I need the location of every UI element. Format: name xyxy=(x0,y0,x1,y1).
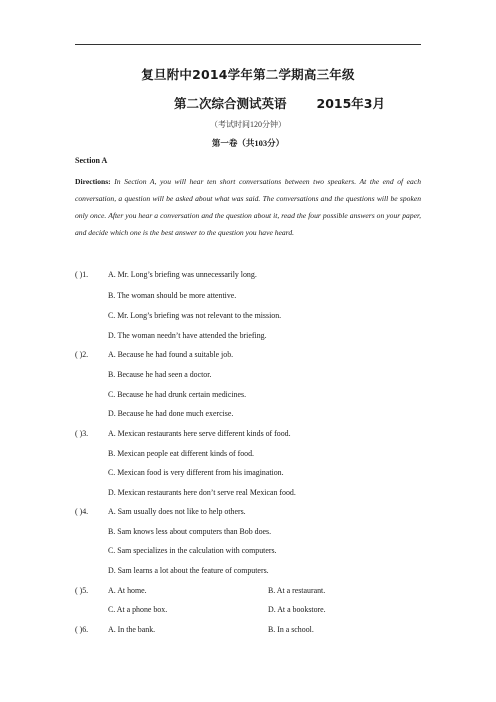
question-number: ( )5. xyxy=(75,586,89,595)
question-number: ( )6. xyxy=(75,625,89,634)
option-c: C. Sam specializes in the calculation with computers. xyxy=(108,546,277,555)
directions-text: In Section A, you will hear ten short conversations between two speakers. At the end of each conversation, a question will be asked about what was said. The conversations and the questions will be spoken only once. After you hear a conversation and the question about it, read the four possible answers on your paper, and decide which one is the best answer to the question you have heard. xyxy=(75,177,421,237)
directions-label: Directions: xyxy=(75,177,111,186)
option-b: B. Mexican people eat different kinds of food. xyxy=(108,449,255,458)
question-number: ( )3. xyxy=(75,429,89,438)
question-number: ( )2. xyxy=(75,350,89,359)
section-heading: Section A xyxy=(75,156,108,165)
exam-subject: 第二次综合测试英语 xyxy=(174,96,287,111)
option-b: B. In a school. xyxy=(268,625,314,634)
option-d: D. At a bookstore. xyxy=(268,605,326,614)
question-number: ( )4. xyxy=(75,507,89,516)
header-rule xyxy=(75,44,421,45)
exam-subtitle xyxy=(174,94,385,112)
time-note: （考试时间120分钟） xyxy=(210,120,286,129)
option-c: C. At a phone box. xyxy=(108,605,168,614)
exam-title: 复旦附中2014学年第二学期高三年级 xyxy=(141,67,355,82)
option-d: D. Mexican restaurants here don’t serve real Mexican food. xyxy=(108,488,296,497)
option-a: A. Because he had found a suitable job. xyxy=(108,350,234,359)
part-heading: 第一卷（共103分） xyxy=(211,138,285,148)
option-c: C. Mexican food is very different from his imagination. xyxy=(108,468,284,477)
option-a: A. Mr. Long’s briefing was unnecessarily long. xyxy=(108,270,257,279)
option-d: D. Because he had done much exercise. xyxy=(108,409,234,418)
option-d: D. The woman needn’t have attended the briefing. xyxy=(108,331,267,340)
option-a: A. At home. xyxy=(108,586,147,595)
question-number: ( )1. xyxy=(75,270,89,279)
option-a: A. In the bank. xyxy=(108,625,156,634)
exam-date: 2015年3月 xyxy=(316,96,386,111)
option-b: B. Sam knows less about computers than Bob does. xyxy=(108,527,272,536)
option-a: A. Sam usually does not like to help others. xyxy=(108,507,246,516)
option-c: C. Mr. Long’s briefing was not relevant to the mission. xyxy=(108,311,282,320)
option-b: B. Because he had seen a doctor. xyxy=(108,370,212,379)
option-d: D. Sam learns a lot about the feature of computers. xyxy=(108,566,269,575)
option-b: B. The woman should be more attentive. xyxy=(108,291,237,300)
option-a: A. Mexican restaurants here serve different kinds of food. xyxy=(108,429,291,438)
directions xyxy=(75,173,421,241)
option-b: B. At a restaurant. xyxy=(268,586,326,595)
option-c: C. Because he had drunk certain medicines. xyxy=(108,390,247,399)
